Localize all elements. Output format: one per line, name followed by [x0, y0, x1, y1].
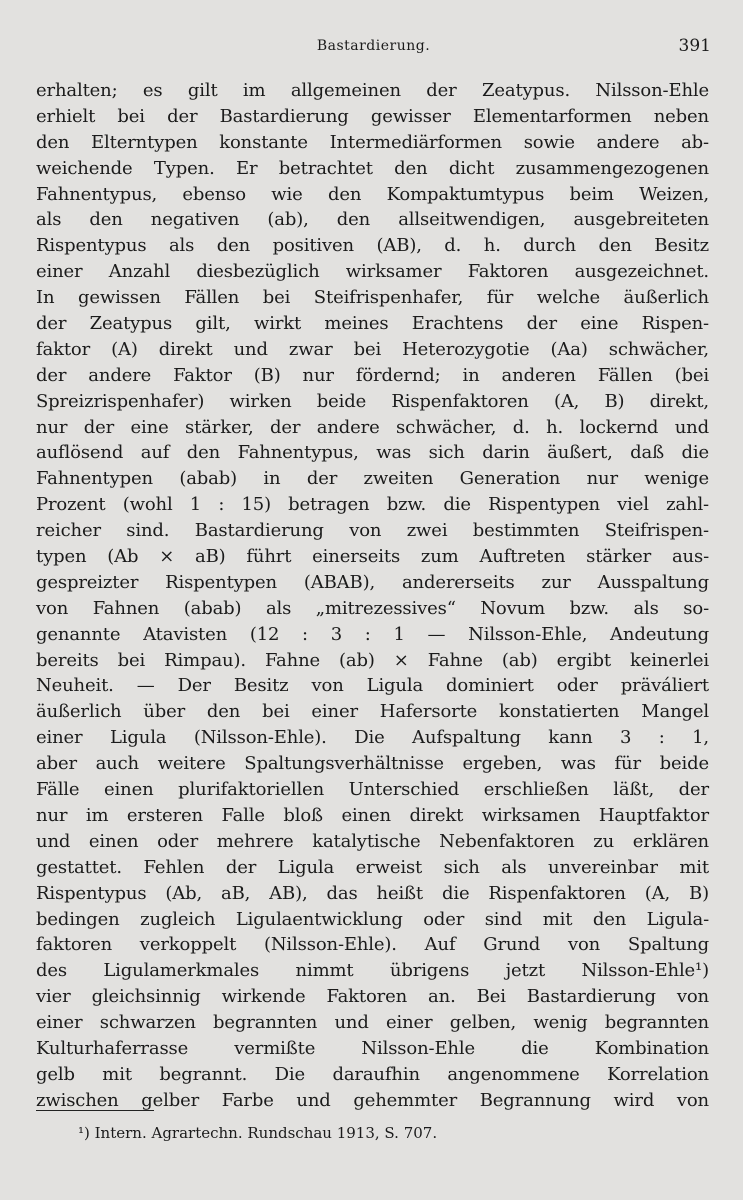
page-header [36, 34, 711, 58]
text-line: aber auch weitere Spaltungsverhältnisse ergeben, was für beide [36, 753, 709, 775]
text-line: Neuheit. — Der Besitz von Ligula dominiert oder präváliert [36, 675, 709, 697]
text-line: der andere Faktor (B) nur fördernd; in anderen Fällen (bei [36, 364, 709, 386]
text-line: gespreizter Rispentypen (ABAB), andererseits zur Ausspaltung [36, 571, 709, 593]
footnote: ¹) Intern. Agrartechn. Rundschau 1913, S. 707. [78, 1124, 438, 1142]
footnote-rule [36, 1110, 154, 1111]
text-line: und einen oder mehrere katalytische Nebenfaktoren zu erklären [36, 830, 709, 852]
text-line: einer Ligula (Nilsson-Ehle). Die Aufspaltung kann 3 : 1, [36, 727, 709, 749]
text-line: faktoren verkoppelt (Nilsson-Ehle). Auf Grund von Spaltung [36, 934, 709, 956]
text-line: genannte Atavisten (12 : 3 : 1 — Nilsson-Ehle, Andeutung [36, 623, 709, 645]
text-line: auflösend auf den Fahnentypus, was sich darin äußert, daß die [36, 442, 709, 464]
text-line: gestattet. Fehlen der Ligula erweist sich als unvereinbar mit [36, 856, 709, 878]
text-line: bedingen zugleich Ligulaentwicklung oder sind mit den Ligula- [36, 908, 709, 930]
text-line: reicher sind. Bastardierung von zwei bestimmten Steifrispen- [36, 520, 709, 542]
running-title: Bastardierung. [316, 38, 431, 54]
body-text [36, 78, 709, 1114]
text-line: von Fahnen (abab) als „mitrezessives“ Novum bzw. als so- [36, 597, 709, 619]
text-line: Spreizrispenhafer) wirken beide Rispenfaktoren (A, B) direkt, [36, 390, 709, 412]
text-line: der Zeatypus gilt, wirkt meines Erachtens der eine Rispen- [36, 313, 709, 335]
text-line: den Elterntypen konstante Intermediärformen sowie andere ab- [36, 131, 709, 153]
text-line: vier gleichsinnig wirkende Faktoren an. Bei Bastardierung von [36, 986, 709, 1008]
text-line: Prozent (wohl 1 : 15) betragen bzw. die Rispentypen viel zahl- [36, 494, 709, 516]
text-line: Fahnentypen (abab) in der zweiten Generation nur wenige [36, 468, 709, 490]
text-line: gelb mit begrannt. Die daraufhin angenommene Korrelation [36, 1063, 709, 1085]
text-line: Rispentypus (Ab, aB, AB), das heißt die Rispenfaktoren (A, B) [36, 882, 709, 904]
page-number: 391 [678, 36, 711, 56]
text-line: nur im ersteren Falle bloß einen direkt wirksamen Hauptfaktor [36, 804, 709, 826]
text-line: Rispentypus als den positiven (AB), d. h. durch den Besitz [36, 235, 709, 257]
text-line: des Ligulamerkmales nimmt übrigens jetzt Nilsson-Ehle¹) [36, 960, 709, 982]
text-line: Fälle einen plurifaktoriellen Unterschied erschließen läßt, der [36, 779, 709, 801]
text-line: als den negativen (ab), den allseitwendigen, ausgebreiteten [36, 209, 709, 231]
text-line: Fahnentypus, ebenso wie den Kompaktumtypus beim Weizen, [36, 183, 709, 205]
text-line: einer Anzahl diesbezüglich wirksamer Faktoren ausgezeichnet. [36, 261, 709, 283]
text-line: Kulturhaferrasse vermißte Nilsson-Ehle die Kombination [36, 1037, 709, 1059]
text-line: In gewissen Fällen bei Steifrispenhafer, für welche äußerlich [36, 287, 709, 309]
text-line: erhalten; es gilt im allgemeinen der Zeatypus. Nilsson-Ehle [36, 80, 709, 101]
text-line: weichende Typen. Er betrachtet den dicht zusammengezogenen [36, 157, 709, 179]
text-line: äußerlich über den bei einer Hafersorte konstatierten Mangel [36, 701, 709, 723]
text-line: nur der eine stärker, der andere schwächer, d. h. lockernd und [36, 416, 709, 438]
text-line: zwischen gelber Farbe und gehemmter Begrannung wird von [36, 1089, 709, 1111]
text-line: erhielt bei der Bastardierung gewisser Elementarformen neben [36, 105, 709, 127]
text-line: typen (Ab × aB) führt einerseits zum Auftreten stärker aus- [36, 546, 709, 568]
text-line: einer schwarzen begrannten und einer gelben, wenig begrannten [36, 1012, 709, 1034]
text-line: faktor (A) direkt und zwar bei Heterozygotie (Aa) schwächer, [36, 338, 709, 360]
text-line: bereits bei Rimpau). Fahne (ab) × Fahne (ab) ergibt keinerlei [36, 649, 709, 671]
